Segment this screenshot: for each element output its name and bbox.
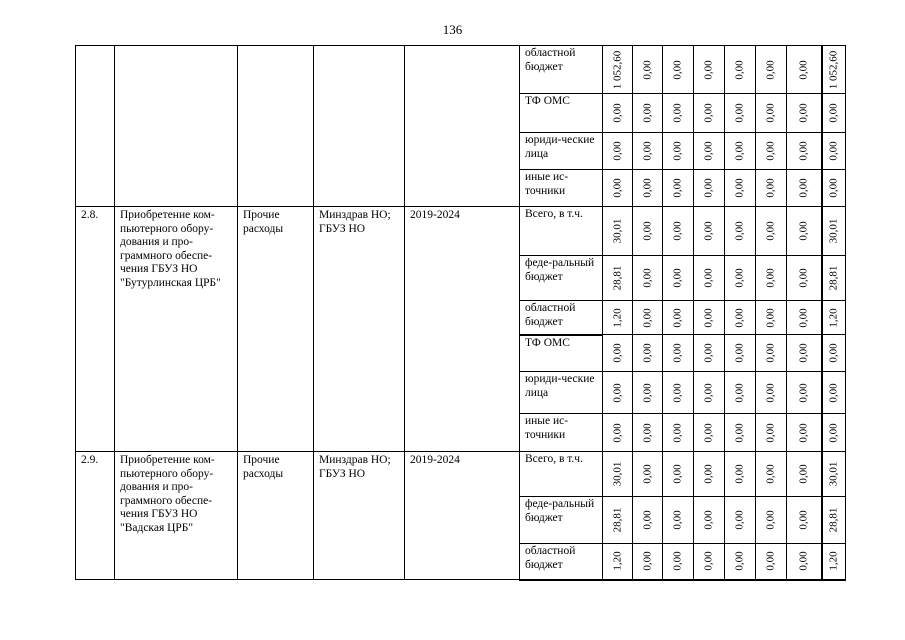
executor: Минздрав НО; ГБУЗ НО	[314, 452, 405, 580]
amount-value: 0,00	[702, 382, 715, 403]
amount-value: 28,81	[610, 265, 623, 291]
amount-cell	[756, 335, 787, 372]
amount-cell	[822, 414, 846, 452]
amount-cell	[822, 335, 846, 372]
amount-cell	[725, 301, 756, 335]
amount-value: 0,00	[764, 178, 777, 198]
amount-cell	[822, 256, 846, 301]
amount-value: 0,00	[797, 268, 809, 288]
amount-cell	[633, 414, 663, 452]
amount-value: 0,00	[610, 141, 623, 161]
amount-value: 0,00	[702, 551, 715, 571]
amount-value: 0,00	[610, 103, 623, 123]
amount-cell	[787, 414, 822, 452]
funding-source: феде-ральный бюджет	[520, 256, 603, 301]
measure-number: 2.8.	[76, 207, 115, 452]
amount-cell	[725, 207, 756, 256]
amount-value: 0,00	[733, 551, 746, 571]
funding-source: областной бюджет	[520, 544, 603, 580]
amount-value: 0,00	[702, 103, 715, 123]
amount-value: 0,00	[733, 343, 746, 363]
amount-cell	[663, 452, 694, 497]
amount-value: 30,01	[827, 461, 839, 487]
amount-value: 0,00	[764, 103, 777, 123]
amount-cell	[603, 335, 633, 372]
amount-cell	[633, 452, 663, 497]
continuation-cell	[405, 46, 520, 207]
amount-value: 0,00	[671, 307, 684, 328]
amount-value: 0,00	[733, 382, 746, 403]
amount-cell	[633, 544, 663, 580]
amount-cell	[725, 335, 756, 372]
amount-value: 0,00	[640, 103, 653, 123]
amount-value: 0,00	[764, 464, 777, 484]
amount-cell	[822, 544, 846, 580]
amount-cell	[633, 335, 663, 372]
amount-value: 0,00	[733, 464, 746, 484]
continuation-cell	[314, 46, 405, 207]
amount-cell	[694, 372, 725, 414]
amount-value: 0,00	[702, 221, 715, 241]
amount-value: 0,00	[610, 382, 623, 403]
funding-source: юриди-ческие лица	[520, 372, 603, 414]
amount-value: 30,01	[827, 218, 839, 244]
amount-cell	[756, 544, 787, 580]
amount-cell	[756, 46, 787, 94]
amount-value: 0,00	[797, 103, 809, 123]
funding-source: Всего, в т.ч.	[520, 207, 603, 256]
amount-value: 0,00	[733, 268, 746, 288]
amount-cell	[663, 133, 694, 170]
amount-cell	[756, 256, 787, 301]
amount-value: 0,00	[702, 59, 715, 80]
amount-value: 1,20	[610, 551, 623, 571]
amount-value: 30,01	[610, 218, 623, 244]
amount-cell	[756, 170, 787, 207]
amount-value: 0,00	[671, 141, 684, 161]
amount-cell	[633, 46, 663, 94]
funding-source: феде-ральный бюджет	[520, 497, 603, 544]
amount-cell	[633, 256, 663, 301]
amount-cell	[694, 46, 725, 94]
amount-cell	[633, 170, 663, 207]
amount-value: 0,00	[797, 422, 809, 443]
amount-cell	[756, 497, 787, 544]
amount-value: 0,00	[610, 178, 623, 198]
amount-cell	[787, 46, 822, 94]
amount-cell	[633, 133, 663, 170]
amount-cell	[787, 372, 822, 414]
amount-value: 0,00	[610, 422, 623, 443]
amount-value: 0,00	[702, 141, 715, 161]
amount-cell	[694, 133, 725, 170]
amount-value: 0,00	[640, 422, 653, 443]
amount-value: 0,00	[797, 178, 809, 198]
amount-value: 0,00	[733, 510, 746, 530]
amount-value: 1,20	[827, 551, 839, 571]
amount-cell	[787, 452, 822, 497]
measure-name: Приобретение ком-пьютерного обору-дования и про-граммного обеспе-чения ГБУЗ НО "Бутурлинская ЦРБ"	[115, 207, 238, 452]
amount-cell	[756, 207, 787, 256]
amount-cell	[603, 301, 633, 335]
amount-value: 0,00	[671, 178, 684, 198]
amount-cell	[822, 301, 846, 335]
amount-cell	[756, 372, 787, 414]
executor: Минздрав НО; ГБУЗ НО	[314, 207, 405, 452]
amount-value: 0,00	[797, 343, 809, 363]
funding-source: областной бюджет	[520, 301, 603, 335]
amount-value: 1 052,60	[610, 50, 623, 89]
amount-cell	[725, 372, 756, 414]
amount-value: 0,00	[671, 343, 684, 363]
amount-cell	[787, 497, 822, 544]
amount-cell	[694, 207, 725, 256]
amount-cell	[725, 414, 756, 452]
amount-cell	[822, 207, 846, 256]
amount-value: 0,00	[671, 382, 684, 403]
amount-cell	[725, 544, 756, 580]
amount-cell	[603, 207, 633, 256]
amount-value: 0,00	[827, 343, 839, 363]
amount-value: 0,00	[797, 59, 809, 80]
amount-value: 0,00	[640, 268, 653, 288]
amount-cell	[725, 46, 756, 94]
amount-value: 0,00	[827, 141, 839, 161]
amount-cell	[822, 133, 846, 170]
continuation-cell	[76, 46, 115, 207]
amount-value: 0,00	[797, 551, 809, 571]
amount-cell	[663, 497, 694, 544]
amount-value: 0,00	[827, 382, 839, 403]
amount-value: 0,00	[733, 59, 746, 80]
amount-cell	[756, 414, 787, 452]
amount-cell	[603, 544, 633, 580]
continuation-cell	[115, 46, 238, 207]
amount-cell	[725, 133, 756, 170]
measure-name: Приобретение ком-пьютерного обору-дования и про-граммного обеспе-чения ГБУЗ НО "Вадская ЦРБ"	[115, 452, 238, 580]
amount-cell	[822, 46, 846, 94]
amount-cell	[603, 133, 633, 170]
expense-type: Прочие расходы	[238, 452, 314, 580]
amount-value: 0,00	[733, 103, 746, 123]
amount-value: 0,00	[671, 59, 684, 80]
amount-value: 0,00	[797, 141, 809, 161]
amount-cell	[694, 256, 725, 301]
amount-cell	[787, 544, 822, 580]
amount-value: 0,00	[827, 422, 839, 443]
funding-source: Всего, в т.ч.	[520, 452, 603, 497]
amount-cell	[633, 301, 663, 335]
amount-cell	[603, 497, 633, 544]
amount-value: 0,00	[640, 510, 653, 530]
funding-source: ТФ ОМС	[520, 335, 603, 372]
amount-value: 0,00	[671, 268, 684, 288]
amount-cell	[603, 46, 633, 94]
funding-source: ТФ ОМС	[520, 94, 603, 133]
amount-value: 0,00	[640, 141, 653, 161]
amount-value: 0,00	[610, 343, 623, 363]
amount-cell	[822, 372, 846, 414]
amount-cell	[663, 94, 694, 133]
amount-value: 0,00	[764, 551, 777, 571]
amount-cell	[603, 452, 633, 497]
amount-cell	[694, 414, 725, 452]
amount-cell	[663, 372, 694, 414]
table-row	[76, 452, 846, 497]
amount-value: 0,00	[671, 103, 684, 123]
amount-cell	[822, 497, 846, 544]
page-number: 136	[442, 22, 463, 37]
amount-value: 30,01	[610, 461, 623, 487]
amount-cell	[603, 94, 633, 133]
amount-value: 0,00	[671, 422, 684, 443]
amount-value: 0,00	[733, 141, 746, 161]
amount-value: 0,00	[764, 510, 777, 530]
amount-cell	[822, 94, 846, 133]
amount-value: 0,00	[702, 422, 715, 443]
amount-cell	[725, 497, 756, 544]
amount-value: 0,00	[640, 343, 653, 363]
amount-value: 0,00	[640, 307, 653, 328]
amount-value: 0,00	[640, 221, 653, 241]
funding-source: иные ис-точники	[520, 414, 603, 452]
period: 2019-2024	[405, 452, 520, 580]
amount-cell	[694, 335, 725, 372]
amount-value: 0,00	[640, 551, 653, 571]
table-row	[76, 207, 846, 256]
amount-cell	[822, 170, 846, 207]
amount-cell	[694, 94, 725, 133]
continuation-cell	[238, 46, 314, 207]
amount-cell	[787, 301, 822, 335]
amount-value: 0,00	[702, 307, 715, 328]
amount-value: 1 052,60	[827, 50, 839, 89]
amount-cell	[663, 414, 694, 452]
budget-table	[75, 45, 846, 581]
amount-value: 0,00	[764, 268, 777, 288]
amount-cell	[756, 301, 787, 335]
amount-cell	[633, 372, 663, 414]
amount-value: 0,00	[733, 178, 746, 198]
amount-value: 28,81	[827, 507, 839, 533]
amount-value: 0,00	[827, 178, 839, 198]
amount-value: 0,00	[764, 307, 777, 328]
amount-value: 0,00	[764, 343, 777, 363]
funding-source: иные ис-точники	[520, 170, 603, 207]
amount-value: 0,00	[702, 343, 715, 363]
amount-cell	[725, 94, 756, 133]
amount-cell	[603, 372, 633, 414]
amount-cell	[603, 170, 633, 207]
amount-cell	[756, 133, 787, 170]
amount-cell	[694, 452, 725, 497]
amount-cell	[787, 170, 822, 207]
amount-value: 0,00	[764, 221, 777, 241]
amount-cell	[663, 335, 694, 372]
amount-cell	[694, 301, 725, 335]
amount-value: 0,00	[702, 268, 715, 288]
amount-cell	[756, 94, 787, 133]
amount-cell	[787, 256, 822, 301]
amount-value: 0,00	[764, 382, 777, 403]
amount-value: 0,00	[797, 221, 809, 241]
amount-value: 0,00	[764, 422, 777, 443]
amount-value: 0,00	[671, 510, 684, 530]
amount-cell	[663, 301, 694, 335]
amount-value: 0,00	[733, 422, 746, 443]
amount-cell	[663, 46, 694, 94]
amount-value: 0,00	[640, 382, 653, 403]
amount-cell	[663, 256, 694, 301]
amount-cell	[822, 452, 846, 497]
amount-value: 0,00	[671, 551, 684, 571]
amount-value: 0,00	[797, 464, 809, 484]
amount-value: 0,00	[733, 221, 746, 241]
amount-value: 1,20	[610, 307, 623, 328]
amount-value: 0,00	[827, 103, 839, 123]
funding-source: областной бюджет	[520, 46, 603, 94]
amount-cell	[756, 452, 787, 497]
amount-cell	[787, 335, 822, 372]
expense-type: Прочие расходы	[238, 207, 314, 452]
amount-value: 1,20	[827, 307, 839, 328]
table-row	[76, 46, 846, 94]
funding-source: юриди-ческие лица	[520, 133, 603, 170]
amount-cell	[787, 133, 822, 170]
amount-cell	[725, 170, 756, 207]
amount-cell	[663, 170, 694, 207]
amount-value: 0,00	[797, 510, 809, 530]
amount-cell	[633, 497, 663, 544]
amount-cell	[725, 256, 756, 301]
amount-value: 0,00	[702, 464, 715, 484]
amount-value: 0,00	[640, 464, 653, 484]
amount-value: 0,00	[671, 221, 684, 241]
amount-cell	[603, 414, 633, 452]
amount-cell	[633, 94, 663, 133]
amount-value: 0,00	[640, 59, 653, 80]
amount-cell	[663, 544, 694, 580]
amount-cell	[694, 497, 725, 544]
amount-value: 0,00	[733, 307, 746, 328]
amount-value: 28,81	[827, 265, 839, 291]
amount-value: 0,00	[702, 510, 715, 530]
amount-value: 28,81	[610, 507, 623, 533]
amount-cell	[633, 207, 663, 256]
amount-cell	[787, 207, 822, 256]
amount-cell	[725, 452, 756, 497]
amount-cell	[787, 94, 822, 133]
amount-cell	[663, 207, 694, 256]
measure-number: 2.9.	[76, 452, 115, 580]
period: 2019-2024	[405, 207, 520, 452]
amount-value: 0,00	[671, 464, 684, 484]
amount-cell	[694, 544, 725, 580]
amount-cell	[694, 170, 725, 207]
amount-value: 0,00	[764, 141, 777, 161]
amount-value: 0,00	[764, 59, 777, 80]
amount-value: 0,00	[797, 307, 809, 328]
amount-value: 0,00	[797, 382, 809, 403]
amount-value: 0,00	[640, 178, 653, 198]
amount-value: 0,00	[702, 178, 715, 198]
amount-cell	[603, 256, 633, 301]
